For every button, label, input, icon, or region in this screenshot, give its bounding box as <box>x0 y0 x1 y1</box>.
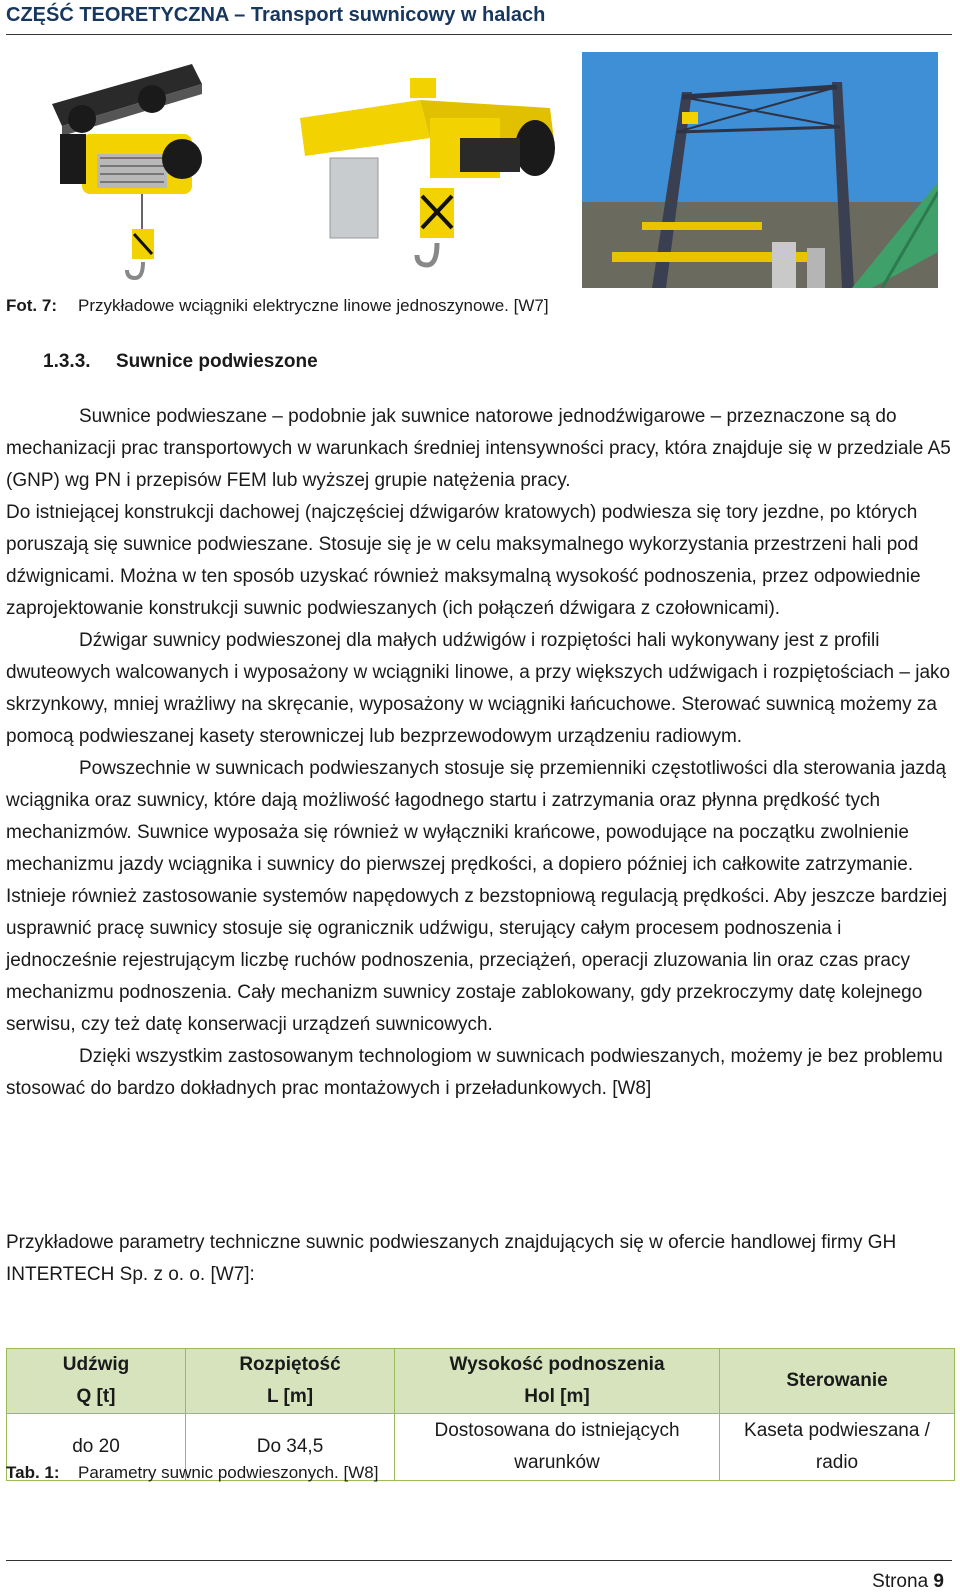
table-cell <box>395 1414 720 1481</box>
figure-caption <box>6 296 549 316</box>
table-header-row <box>7 1349 955 1414</box>
table-caption-label: Tab. 1: <box>6 1463 60 1482</box>
figure-caption-text: Przykładowe wciągniki elektryczne linowe jednoszynowe. [W7] <box>78 296 549 315</box>
header-line: Udźwig <box>62 1354 130 1375</box>
crane-structure-photo <box>582 52 938 288</box>
paragraph: Powszechnie w suwnicach podwieszanych stosuje się przemienniki częstotliwości dla sterowania jazdą wciągnika oraz suwnicy, które dają możliwość łagodnego startu i zatrzymania oraz płynna prędkość tych mechanizmów. Suwnice wyposaża się również w wyłączniki krańcowe, powodujące na początku zwolnienie mechanizmu jazdy wciągnika i suwnicy do pierwszej prędkości, a dopiero później ich całkowite zatrzymanie. Istnieje również zastosowanie systemów napędowych z bezstopniową regulacją prędkości. Aby jeszcze bardziej usprawnić pracę suwnicy stosuje się ogranicznik udźwigu, sterujący całym procesem podnoszenia i jednocześnie rejestrującym liczbę ruchów podnoszenia, przeciążeń, operacji zluzowania lin oraz czas pracy mechanizmu podnoszenia. Cały mechanizm suwnicy zostaje zablokowany, gdy przekroczymy datę kolejnego serwisu, czy też datę konserwacji urządzeń suwnicowych. <box>6 758 947 1035</box>
section-title: Suwnice podwieszone <box>116 351 318 372</box>
table-cell: do 20 <box>7 1414 186 1481</box>
header-line: Hol [m] <box>524 1386 590 1407</box>
table-header-cell <box>720 1349 955 1414</box>
header-title: CZĘŚĆ TEORETYCZNA – Transport suwnicowy w halach <box>6 4 546 26</box>
paragraph: Dźwigar suwnicy podwieszonej dla małych udźwigów i rozpiętości hali wykonywany jest z profili dwuteowych walcowanych i wyposażony w wciągniki linowe, a przy większych udźwigach i rozpiętościach – jako skrzynkowy, mniej wrażliwy na skręcanie, wyposażony w wciągniki łańcuchowe. Sterować suwnicą możemy za pomocą podwieszanej kasety sterowniczej lub bezprzewodowym urządzeniu radiowym. <box>6 630 951 747</box>
page-header <box>6 0 952 35</box>
table-intro-paragraph: Przykładowe parametry techniczne suwnic podwieszanych znajdujących się w ofercie handlowej firmy GH INTERTECH Sp. z o. o. [W7]: <box>6 1232 897 1285</box>
header-line: Wysokość podnoszenia <box>449 1354 665 1375</box>
figure-caption-label: Fot. 7: <box>6 296 57 315</box>
paragraph: Dzięki wszystkim zastosowanym technologiom w suwnicach podwieszanych, możemy je bez problemu stosować do bardzo dokładnych prac montażowych i przeładunkowych. [W8] <box>6 1046 943 1099</box>
table-caption <box>6 1463 378 1483</box>
table-header-cell <box>7 1349 186 1414</box>
body-text <box>6 401 952 1105</box>
page-number <box>872 1571 944 1593</box>
header-line: Rozpiętość <box>239 1354 341 1375</box>
page-number-value: 9 <box>933 1571 944 1592</box>
section-number: 1.3.3. <box>43 351 91 372</box>
header-line: Sterowanie <box>786 1370 888 1391</box>
section-heading <box>43 351 318 373</box>
hoist-photo-2 <box>300 78 562 288</box>
table-cell: Do 34,5 <box>186 1414 395 1481</box>
paragraph: Suwnice podwieszane – podobnie jak suwnice natorowe jednodźwigarowe – przeznaczone są do mechanizacji prac transportowych w warunkach średniej intensywności pracy, która znajduje się w przedziale A5 (GNP) wg PN i przepisów FEM lub wyższej grupie natężenia pracy. <box>6 406 951 491</box>
header-line: Q [t] <box>76 1386 116 1407</box>
parameters-table <box>6 1348 955 1481</box>
photo-row <box>0 46 960 296</box>
table-cell <box>720 1414 955 1481</box>
page-footer <box>6 1560 952 1592</box>
table-intro-text <box>6 1227 952 1291</box>
page-label: Strona <box>872 1571 929 1592</box>
table-caption-text: Parametry suwnic podwieszonych. [W8] <box>78 1463 379 1482</box>
table-header-cell <box>395 1349 720 1414</box>
cell-line: radio <box>815 1452 859 1473</box>
header-line: L [m] <box>266 1386 314 1407</box>
cell-line: Dostosowana do istniejących <box>434 1420 680 1441</box>
table-header-cell <box>186 1349 395 1414</box>
cell-line: Kaseta podwieszana / <box>744 1420 930 1441</box>
paragraph: Do istniejącej konstrukcji dachowej (najczęściej dźwigarów kratowych) podwiesza się tory jezdne, po których poruszają się suwnice podwieszane. Stosuje się je w celu maksymalnego wykorzystania przestrzeni hali pod dźwignicami. Można w ten sposób uzyskać również maksymalną wysokość podnoszenia, przez odpowiednie zaprojektowanie konstrukcji suwnic podwieszanych (ich połączeń dźwigara z czołownicami). <box>6 502 921 619</box>
hoist-photo-1 <box>42 64 217 289</box>
cell-line: warunków <box>514 1452 600 1473</box>
